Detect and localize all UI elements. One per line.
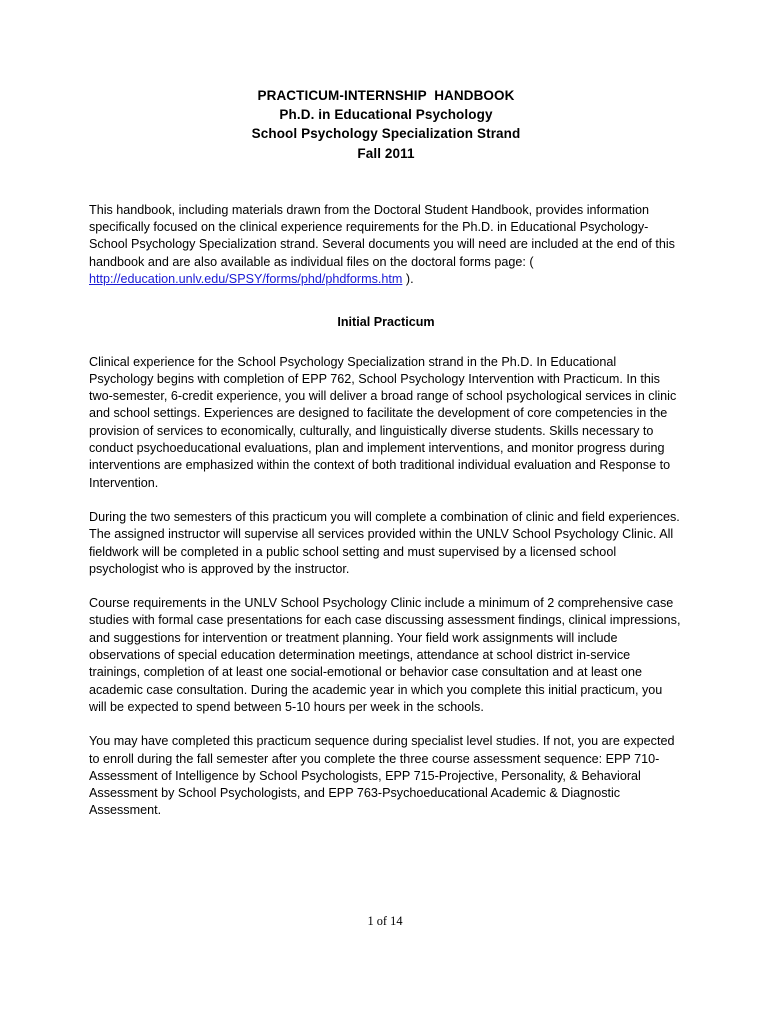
spacer [89, 492, 683, 509]
title-line-4: Fall 2011 [357, 145, 415, 161]
body-paragraph-1: Clinical experience for the School Psychology Specialization strand in the Ph.D. In Educational Psychology begins with completion of EPP 762, School Psychology Intervention with Practicum. In this two-semester, 6-credit experience, you will deliver a broad range of school psychological services in clinic and school settings. Experiences are designed to facilitate the development of core competencies in the provision of services to economically, culturally, and linguistically diverse students. Skills necessary to conduct psychoeducational evaluations, plan and implement interventions, and monitor progress during interventions are emphasized within the context of both traditional individual evaluation and Response to Intervention. [89, 354, 677, 490]
intro-text-after-link: ). [402, 272, 414, 286]
document-content [89, 86, 683, 820]
page-number-footer: 1 of 14 [367, 914, 403, 928]
body-paragraph-2: During the two semesters of this practicum you will complete a combination of clinic and field experiences. The assigned instructor will supervise all services provided within the UNLV School Psychology Clinic. All fieldwork will be completed in a public school setting and must supervised by a licensed school psychologist who is approved by the instructor. [89, 509, 680, 576]
spacer [89, 332, 683, 354]
title-line-3: School Psychology Specialization Strand [251, 126, 521, 142]
intro-paragraph [89, 202, 683, 288]
body-paragraph-3: Course requirements in the UNLV School Psychology Clinic include a minimum of 2 comprehensive case studies with formal case presentations for each case discussing assessment findings, clinical impressions, and suggestions for intervention or treatment planning. Your field work assignments will include observations of special education determination meetings, attendance at school district in-service trainings, completion of at least one social-emotional or behavior case consultation and at least one academic case consultation. During the academic year in which you complete this initial practicum, you will be expected to spend between 5-10 hours per week in the schools. [89, 596, 681, 714]
body-paragraph-4: You may have completed this practicum sequence during specialist level studies. If not, you are expected to enroll during the fall semester after you complete the three course assessment sequence: EPP 710-Assessment of Intelligence by School Psychologists, EPP 715-Projective, Personality, & Behavioral Assessment by School Psychologists, and EPP 763-Psychoeducational Academic & Diagnostic Assessment. [89, 734, 675, 818]
intro-text-before-link: This handbook, including materials drawn from the Doctoral Student Handbook, provides information specifically focused on the clinical experience requirements for the Ph.D. in Educational Psychology-School Psychology Specialization strand. Several documents you will need are included at the end of this handbook and are also available as individual files on the doctoral forms page: ( [89, 202, 675, 269]
spacer [89, 716, 683, 733]
spacer [89, 578, 683, 595]
document-title-block [89, 86, 683, 163]
doctoral-forms-link[interactable]: http://education.unlv.edu/SPSY/forms/phd/phdforms.htm [89, 272, 403, 286]
spacer [89, 163, 683, 202]
section-heading-initial-practicum: Initial Practicum [337, 315, 435, 330]
spacer [89, 288, 683, 314]
title-line-1: PRACTICUM-INTERNSHIP HANDBOOK [257, 88, 515, 103]
title-line-2: Ph.D. in Educational Psychology [279, 107, 493, 123]
